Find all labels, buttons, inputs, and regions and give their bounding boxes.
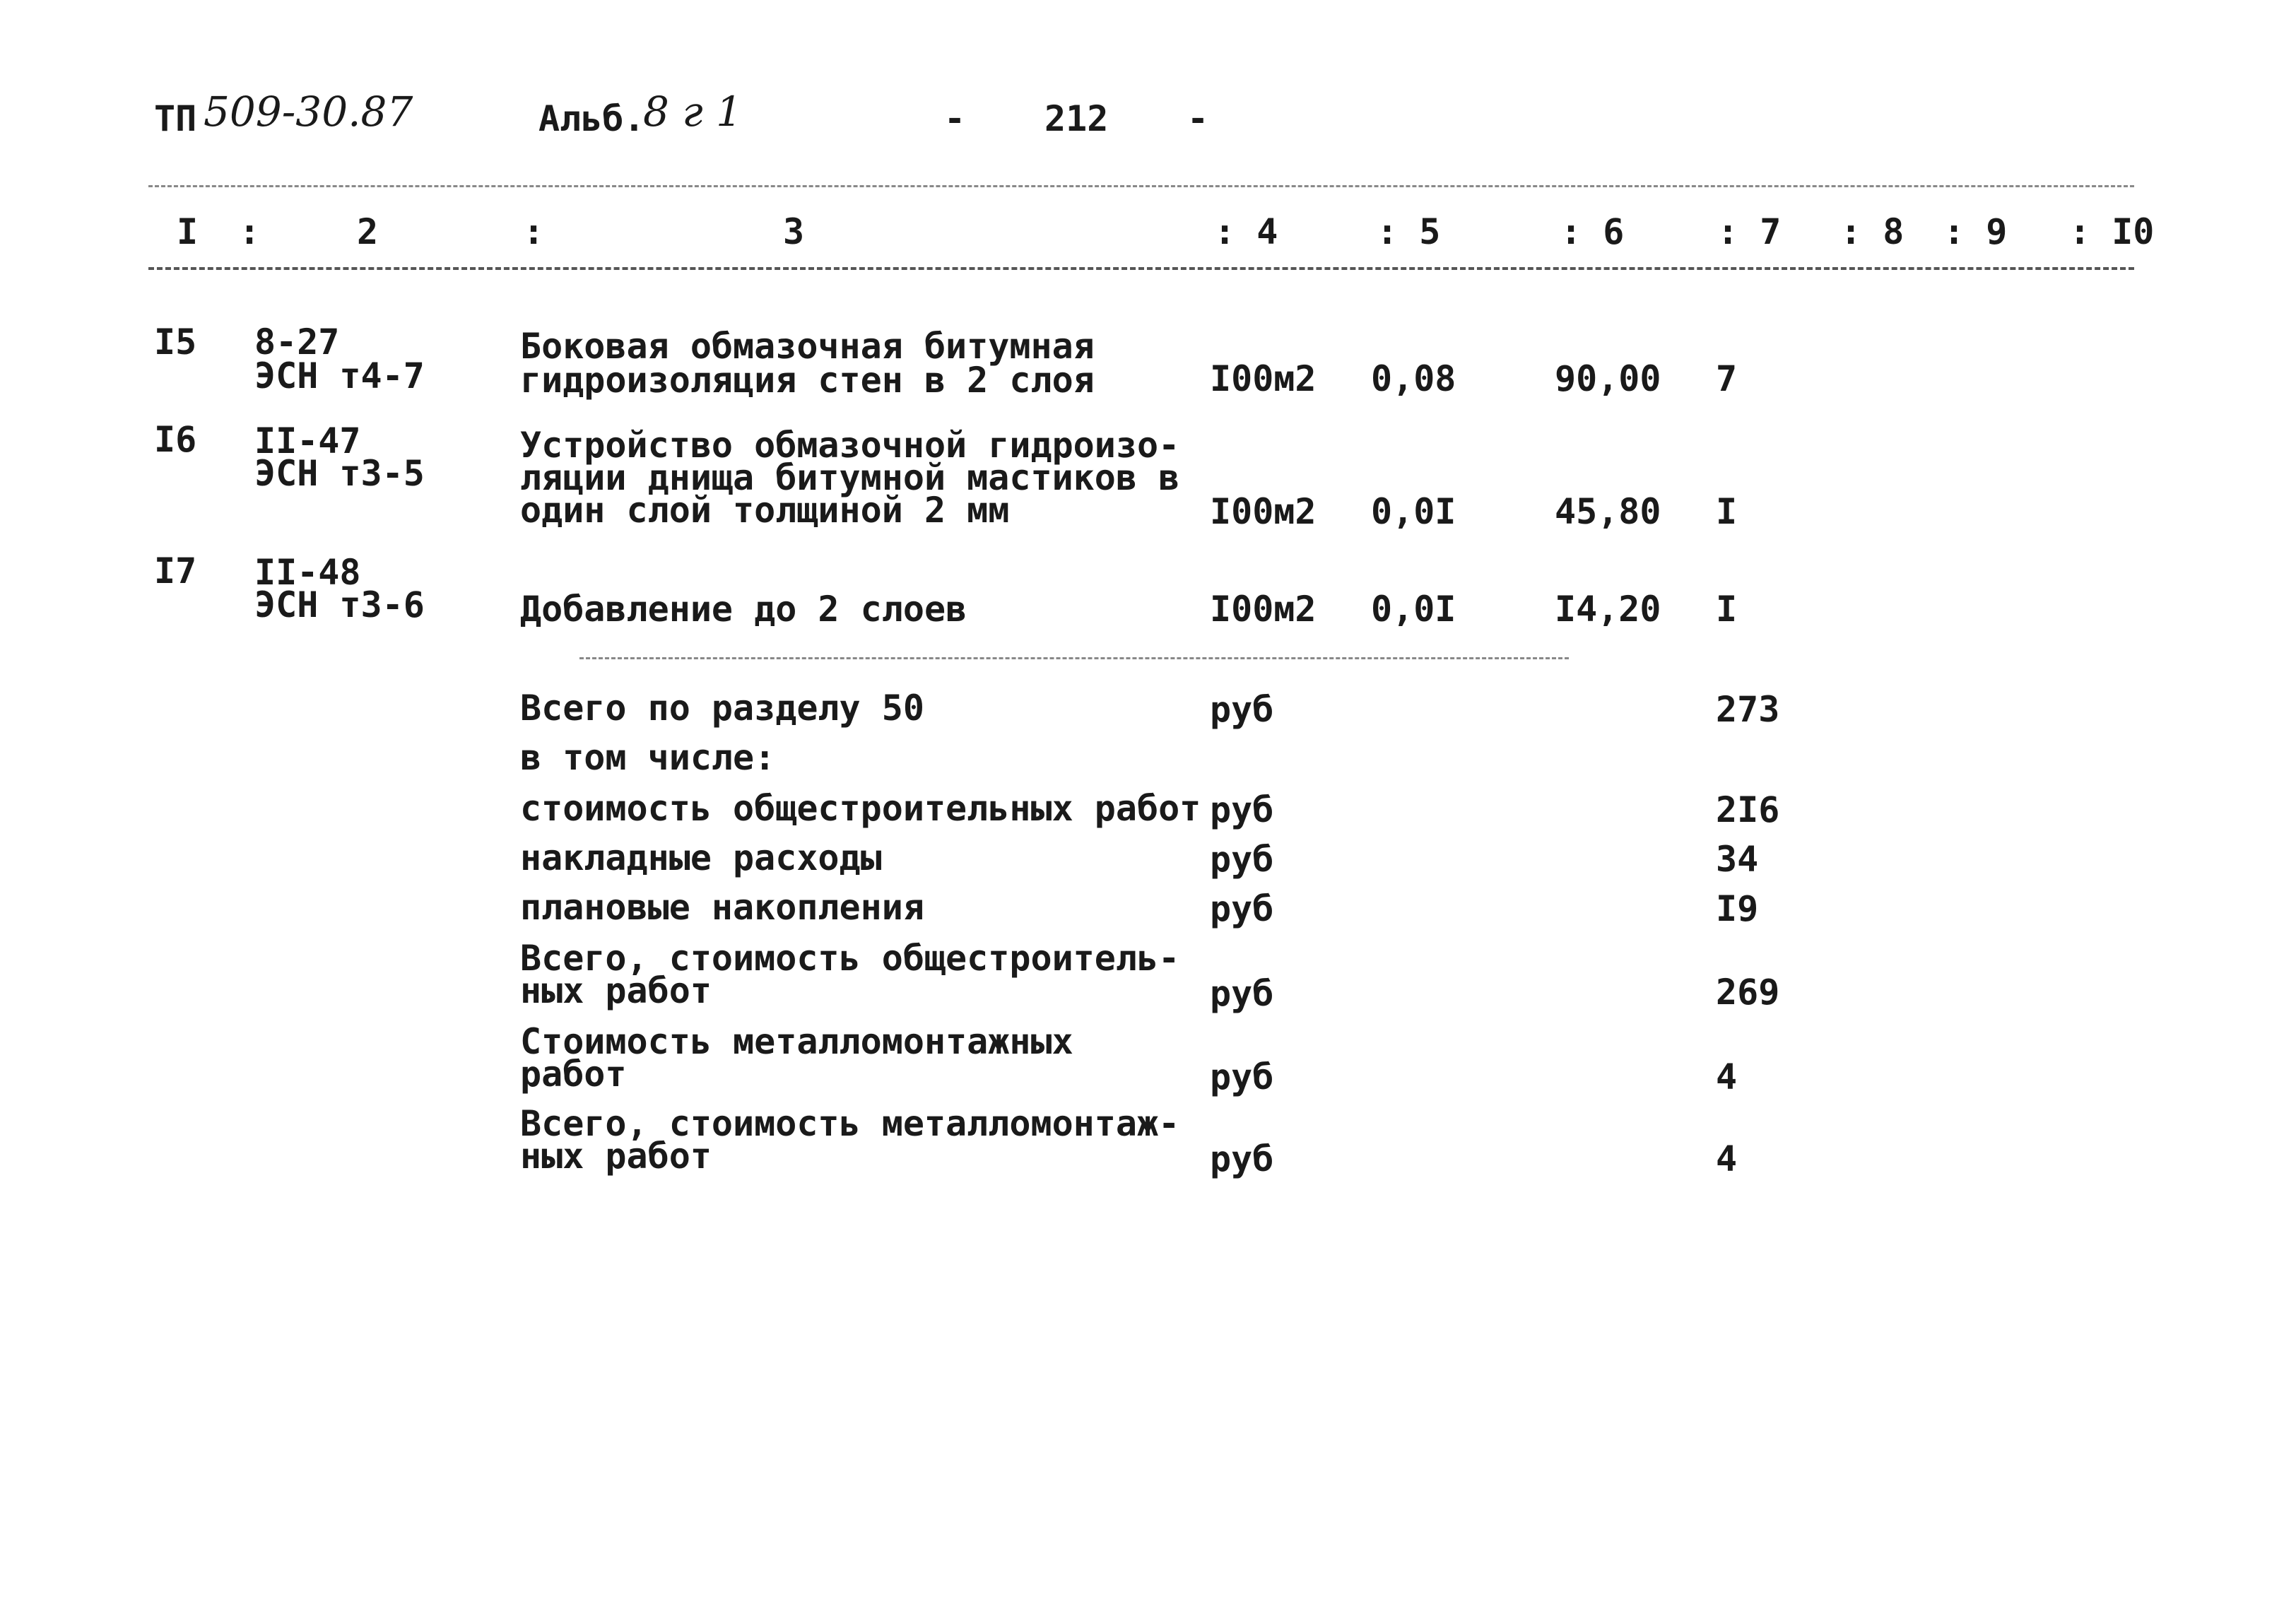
header-rule-top bbox=[148, 185, 2134, 187]
summary-label: ных работ bbox=[520, 970, 712, 1011]
row-code: II-48 bbox=[254, 552, 361, 593]
row-total: I bbox=[1716, 589, 1738, 630]
row-price: 90,00 bbox=[1555, 358, 1661, 399]
row-price: I4,20 bbox=[1555, 589, 1661, 630]
page-dash-left: - bbox=[944, 98, 966, 139]
summary-label: Стоимость металломонтажных bbox=[520, 1021, 1073, 1062]
column-number: : 8 bbox=[1840, 211, 1904, 252]
summary-value: 2I6 bbox=[1716, 789, 1780, 830]
album-prefix: Альб. bbox=[538, 98, 645, 139]
column-separator: : bbox=[239, 211, 261, 252]
column-number: 3 bbox=[783, 211, 805, 252]
summary-value: 269 bbox=[1716, 972, 1780, 1013]
row-description-line: Добавление до 2 слоев bbox=[520, 589, 967, 630]
row-total: 7 bbox=[1716, 358, 1738, 399]
summary-value: I9 bbox=[1716, 888, 1759, 929]
row-quantity: 0,08 bbox=[1371, 358, 1456, 399]
row-description-line: гидроизоляция стен в 2 слоя bbox=[520, 360, 1095, 401]
column-number: : 4 bbox=[1214, 211, 1278, 252]
page-number: 212 bbox=[1044, 98, 1109, 139]
row-code-norm: ЭСН т4-7 bbox=[254, 355, 425, 396]
row-description-line: ляции днища битумной мастиков в bbox=[520, 457, 1180, 498]
column-number: : 6 bbox=[1560, 211, 1625, 252]
row-total: I bbox=[1716, 491, 1738, 532]
row-quantity: 0,0I bbox=[1371, 491, 1456, 532]
row-code: II-47 bbox=[254, 420, 361, 461]
summary-unit: руб bbox=[1210, 789, 1274, 830]
row-number: I6 bbox=[154, 419, 197, 460]
summary-unit: руб bbox=[1210, 1138, 1274, 1179]
summary-unit: руб bbox=[1210, 1056, 1274, 1097]
summary-label: ных работ bbox=[520, 1136, 712, 1177]
summary-unit: руб bbox=[1210, 839, 1274, 880]
doc-prefix: ТП bbox=[154, 98, 197, 139]
column-number: : 7 bbox=[1717, 211, 1782, 252]
header-rule-bottom bbox=[148, 267, 2134, 270]
summary-label: Всего, стоимость общестроитель- bbox=[520, 938, 1180, 979]
summary-label: Всего по разделу 50 bbox=[520, 688, 924, 729]
row-code: 8-27 bbox=[254, 322, 340, 363]
column-number: I bbox=[177, 211, 199, 252]
row-unit: I00м2 bbox=[1210, 491, 1317, 532]
row-quantity: 0,0I bbox=[1371, 589, 1456, 630]
row-unit: I00м2 bbox=[1210, 358, 1317, 399]
summary-label: плановые накопления bbox=[520, 887, 924, 928]
column-number: : 9 bbox=[1943, 211, 2008, 252]
summary-value: 4 bbox=[1716, 1138, 1738, 1179]
album-number: 8 г 1 bbox=[643, 88, 742, 136]
summary-unit: руб bbox=[1210, 888, 1274, 929]
row-code-norm: ЭСН т3-5 bbox=[254, 453, 425, 494]
row-unit: I00м2 bbox=[1210, 589, 1317, 630]
summary-value: 4 bbox=[1716, 1056, 1738, 1097]
doc-number: 509-30.87 bbox=[204, 88, 413, 136]
summary-unit: руб bbox=[1210, 689, 1274, 730]
row-number: I7 bbox=[154, 550, 197, 591]
summary-label: в том числе: bbox=[520, 737, 776, 778]
row-number: I5 bbox=[154, 322, 197, 363]
summary-label: накладные расходы bbox=[520, 837, 882, 878]
summary-label: работ bbox=[520, 1054, 627, 1095]
page-dash-right: - bbox=[1187, 98, 1209, 139]
row-description-line: один слой толщиной 2 мм bbox=[520, 490, 1010, 531]
section-divider bbox=[579, 657, 1569, 659]
column-number: : 5 bbox=[1377, 211, 1441, 252]
column-separator: : bbox=[523, 211, 545, 252]
row-description-line: Боковая обмазочная битумная bbox=[520, 326, 1095, 367]
column-number: 2 bbox=[357, 211, 379, 252]
row-description-line: Устройство обмазочной гидроизо- bbox=[520, 425, 1180, 466]
column-number: : I0 bbox=[2069, 211, 2155, 252]
summary-label: Всего, стоимость металломонтаж- bbox=[520, 1103, 1180, 1144]
summary-label: стоимость общестроительных работ bbox=[520, 788, 1201, 829]
row-code-norm: ЭСН т3-6 bbox=[254, 584, 425, 625]
summary-value: 34 bbox=[1716, 839, 1759, 880]
summary-value: 273 bbox=[1716, 689, 1780, 730]
row-price: 45,80 bbox=[1555, 491, 1661, 532]
summary-unit: руб bbox=[1210, 973, 1274, 1014]
